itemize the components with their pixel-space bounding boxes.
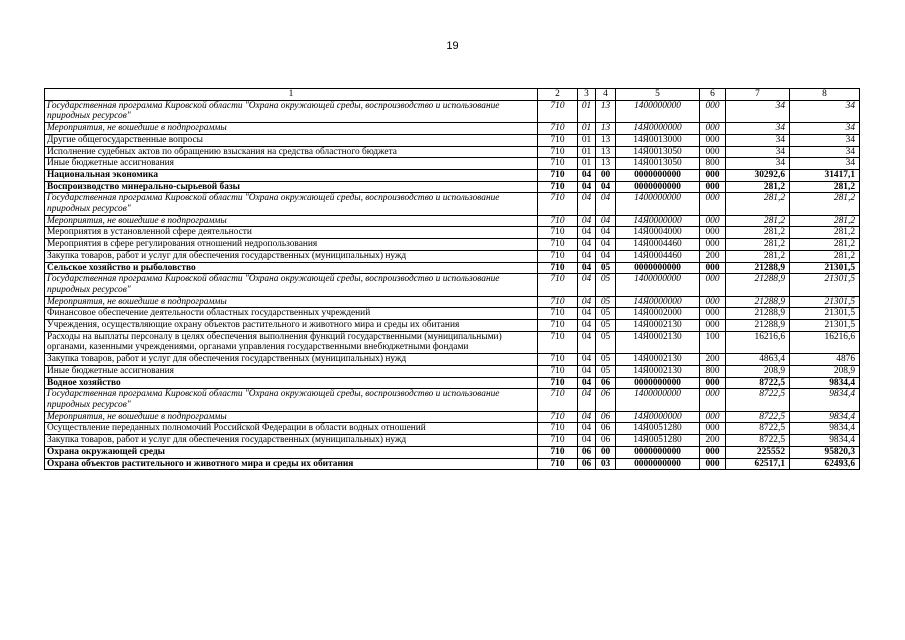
row-amount-year1-cell: 208,9: [726, 365, 790, 377]
row-section-cell: 04: [578, 239, 596, 251]
row-section-cell: 04: [578, 411, 596, 423]
row-admin-code-cell: 710: [538, 354, 578, 366]
row-target-article-cell: 14Я0013050: [616, 158, 700, 170]
row-amount-year1-cell: 225552: [726, 446, 790, 458]
row-subsection-cell: 05: [596, 354, 616, 366]
row-section-cell: 04: [578, 169, 596, 181]
row-target-article-cell: 0000000000: [616, 377, 700, 389]
row-subsection-cell: 13: [596, 134, 616, 146]
row-expense-type-cell: 800: [700, 158, 726, 170]
row-section-cell: 04: [578, 227, 596, 239]
row-target-article-cell: 14Я0000000: [616, 411, 700, 423]
row-section-cell: 01: [578, 100, 596, 122]
row-name-cell: Закупка товаров, работ и услуг для обеспечения государственных (муниципальных) нужд: [45, 250, 538, 262]
row-expense-type-cell: 100: [700, 331, 726, 353]
row-expense-type-cell: 000: [700, 239, 726, 251]
row-subsection-cell: 04: [596, 193, 616, 215]
row-target-article-cell: 0000000000: [616, 262, 700, 274]
table-row: [45, 227, 860, 239]
row-subsection-cell: 06: [596, 423, 616, 435]
row-amount-year1-cell: 21288,9: [726, 262, 790, 274]
row-target-article-cell: 14Я0051280: [616, 435, 700, 447]
table-row: [45, 250, 860, 262]
row-target-article-cell: 14Я0004460: [616, 250, 700, 262]
row-expense-type-cell: 000: [700, 262, 726, 274]
row-subsection-cell: 04: [596, 239, 616, 251]
row-admin-code-cell: 710: [538, 181, 578, 193]
row-name-cell: Закупка товаров, работ и услуг для обеспечения государственных (муниципальных) нужд: [45, 354, 538, 366]
row-subsection-cell: 13: [596, 146, 616, 158]
row-section-cell: 04: [578, 193, 596, 215]
row-section-cell: 04: [578, 354, 596, 366]
row-amount-year2-cell: 281,2: [790, 250, 860, 262]
row-subsection-cell: 06: [596, 411, 616, 423]
row-expense-type-cell: 000: [700, 215, 726, 227]
row-target-article-cell: 14Я0000000: [616, 215, 700, 227]
row-amount-year2-cell: 281,2: [790, 239, 860, 251]
row-subsection-cell: 05: [596, 308, 616, 320]
row-section-cell: 01: [578, 158, 596, 170]
row-subsection-cell: 05: [596, 274, 616, 296]
table-row: [45, 446, 860, 458]
row-name-cell: Мероприятия, не вошедшие в подпрограммы: [45, 215, 538, 227]
row-name-cell: Мероприятия, не вошедшие в подпрограммы: [45, 123, 538, 135]
row-subsection-cell: 05: [596, 320, 616, 332]
row-amount-year1-cell: 34: [726, 146, 790, 158]
row-amount-year2-cell: 9834,4: [790, 435, 860, 447]
row-admin-code-cell: 710: [538, 193, 578, 215]
row-amount-year1-cell: 21288,9: [726, 308, 790, 320]
row-admin-code-cell: 710: [538, 435, 578, 447]
row-admin-code-cell: 710: [538, 239, 578, 251]
table-row: [45, 389, 860, 411]
row-admin-code-cell: 710: [538, 262, 578, 274]
table-body: [45, 100, 860, 470]
row-amount-year2-cell: 281,2: [790, 227, 860, 239]
table-row: [45, 435, 860, 447]
row-name-cell: Финансовое обеспечение деятельности областных государственных учреждений: [45, 308, 538, 320]
row-admin-code-cell: 710: [538, 458, 578, 470]
header-cell: 3: [578, 89, 596, 101]
table-row: [45, 274, 860, 296]
row-admin-code-cell: 710: [538, 274, 578, 296]
row-amount-year1-cell: 34: [726, 123, 790, 135]
row-section-cell: 04: [578, 423, 596, 435]
row-name-cell: Иные бюджетные ассигнования: [45, 365, 538, 377]
row-amount-year1-cell: 8722,5: [726, 377, 790, 389]
row-subsection-cell: 06: [596, 435, 616, 447]
row-section-cell: 04: [578, 389, 596, 411]
row-amount-year2-cell: 9834,4: [790, 389, 860, 411]
row-section-cell: 04: [578, 181, 596, 193]
row-name-cell: Мероприятия, не вошедшие в подпрограммы: [45, 296, 538, 308]
row-amount-year1-cell: 281,2: [726, 181, 790, 193]
row-target-article-cell: 1400000000: [616, 193, 700, 215]
row-section-cell: 04: [578, 262, 596, 274]
page-number: 19: [446, 40, 459, 52]
row-name-cell: Мероприятия в установленной сфере деятельности: [45, 227, 538, 239]
row-target-article-cell: 1400000000: [616, 389, 700, 411]
table-row: [45, 193, 860, 215]
row-target-article-cell: 14Я0013000: [616, 134, 700, 146]
row-amount-year2-cell: 95820,3: [790, 446, 860, 458]
table-row: [45, 262, 860, 274]
row-admin-code-cell: 710: [538, 123, 578, 135]
row-target-article-cell: 14Я0051280: [616, 423, 700, 435]
table-row: [45, 100, 860, 122]
row-subsection-cell: 04: [596, 181, 616, 193]
row-section-cell: 04: [578, 365, 596, 377]
row-admin-code-cell: 710: [538, 146, 578, 158]
row-section-cell: 06: [578, 458, 596, 470]
row-expense-type-cell: 000: [700, 134, 726, 146]
table-row: [45, 320, 860, 332]
row-amount-year2-cell: 281,2: [790, 193, 860, 215]
row-subsection-cell: 00: [596, 446, 616, 458]
row-expense-type-cell: 000: [700, 227, 726, 239]
header-cell: 8: [790, 89, 860, 101]
row-amount-year2-cell: 21301,5: [790, 274, 860, 296]
row-amount-year2-cell: 9834,4: [790, 411, 860, 423]
row-amount-year1-cell: 62517,1: [726, 458, 790, 470]
row-target-article-cell: 0000000000: [616, 446, 700, 458]
row-subsection-cell: 03: [596, 458, 616, 470]
row-target-article-cell: 14Я0004000: [616, 227, 700, 239]
row-amount-year1-cell: 281,2: [726, 227, 790, 239]
header-cell: 7: [726, 89, 790, 101]
row-amount-year1-cell: 281,2: [726, 239, 790, 251]
row-expense-type-cell: 000: [700, 377, 726, 389]
row-section-cell: 04: [578, 296, 596, 308]
row-amount-year2-cell: 281,2: [790, 181, 860, 193]
row-section-cell: 04: [578, 274, 596, 296]
row-subsection-cell: 13: [596, 123, 616, 135]
row-expense-type-cell: 800: [700, 365, 726, 377]
row-target-article-cell: 14Я0004460: [616, 239, 700, 251]
row-expense-type-cell: 000: [700, 458, 726, 470]
row-amount-year1-cell: 281,2: [726, 193, 790, 215]
table-row: [45, 146, 860, 158]
row-expense-type-cell: 000: [700, 169, 726, 181]
row-section-cell: 04: [578, 250, 596, 262]
row-target-article-cell: 0000000000: [616, 458, 700, 470]
row-section-cell: 06: [578, 446, 596, 458]
table-row: [45, 215, 860, 227]
row-target-article-cell: 1400000000: [616, 100, 700, 122]
row-expense-type-cell: 000: [700, 123, 726, 135]
row-amount-year1-cell: 30292,6: [726, 169, 790, 181]
row-admin-code-cell: 710: [538, 215, 578, 227]
row-target-article-cell: 14Я0013050: [616, 146, 700, 158]
row-amount-year2-cell: 16216,6: [790, 331, 860, 353]
row-subsection-cell: 13: [596, 158, 616, 170]
row-expense-type-cell: 000: [700, 423, 726, 435]
row-name-cell: Мероприятия, не вошедшие в подпрограммы: [45, 411, 538, 423]
row-section-cell: 04: [578, 215, 596, 227]
row-admin-code-cell: 710: [538, 411, 578, 423]
row-expense-type-cell: 000: [700, 296, 726, 308]
row-section-cell: 01: [578, 123, 596, 135]
row-name-cell: Государственная программа Кировской области "Охрана окружающей среды, воспроизводство и использование природных ресурсов": [45, 274, 538, 296]
row-admin-code-cell: 710: [538, 308, 578, 320]
row-admin-code-cell: 710: [538, 100, 578, 122]
table-row: [45, 458, 860, 470]
row-section-cell: 04: [578, 377, 596, 389]
row-amount-year2-cell: 34: [790, 146, 860, 158]
row-amount-year1-cell: 21288,9: [726, 320, 790, 332]
row-section-cell: 01: [578, 146, 596, 158]
row-target-article-cell: 14Я0002130: [616, 320, 700, 332]
row-target-article-cell: 1400000000: [616, 274, 700, 296]
row-amount-year2-cell: 34: [790, 158, 860, 170]
table-row: [45, 331, 860, 353]
header-cell: 1: [45, 89, 538, 101]
table-row: [45, 134, 860, 146]
row-subsection-cell: 00: [596, 169, 616, 181]
header-cell: 4: [596, 89, 616, 101]
row-target-article-cell: 0000000000: [616, 169, 700, 181]
row-amount-year2-cell: 9834,4: [790, 423, 860, 435]
row-expense-type-cell: 000: [700, 308, 726, 320]
row-section-cell: 04: [578, 435, 596, 447]
row-name-cell: Исполнение судебных актов по обращению взыскания на средства областного бюджета: [45, 146, 538, 158]
row-amount-year1-cell: 16216,6: [726, 331, 790, 353]
row-admin-code-cell: 710: [538, 227, 578, 239]
row-target-article-cell: 0000000000: [616, 181, 700, 193]
budget-table: [44, 88, 860, 470]
row-subsection-cell: 04: [596, 250, 616, 262]
row-name-cell: Расходы на выплаты персоналу в целях обеспечения выполнения функций государственными (муниципальными) органами, казенными учреждениями, органами управления государственными внебюджетными фондами: [45, 331, 538, 353]
row-admin-code-cell: 710: [538, 389, 578, 411]
header-cell: 6: [700, 89, 726, 101]
row-amount-year1-cell: 8722,5: [726, 389, 790, 411]
row-amount-year1-cell: 34: [726, 158, 790, 170]
row-amount-year2-cell: 4876: [790, 354, 860, 366]
row-admin-code-cell: 710: [538, 446, 578, 458]
row-name-cell: Водное хозяйство: [45, 377, 538, 389]
row-target-article-cell: 14Я0000000: [616, 296, 700, 308]
row-target-article-cell: 14Я0002130: [616, 331, 700, 353]
header-cell: 5: [616, 89, 700, 101]
row-admin-code-cell: 710: [538, 320, 578, 332]
row-target-article-cell: 14Я0002130: [616, 354, 700, 366]
row-expense-type-cell: 000: [700, 193, 726, 215]
row-subsection-cell: 05: [596, 262, 616, 274]
row-amount-year2-cell: 281,2: [790, 215, 860, 227]
row-name-cell: Государственная программа Кировской области "Охрана окружающей среды, воспроизводство и использование природных ресурсов": [45, 193, 538, 215]
row-name-cell: Воспроизводство минерально-сырьевой базы: [45, 181, 538, 193]
row-target-article-cell: 14Я0002130: [616, 365, 700, 377]
row-amount-year1-cell: 8722,5: [726, 423, 790, 435]
row-admin-code-cell: 710: [538, 158, 578, 170]
table-row: [45, 296, 860, 308]
row-amount-year1-cell: 34: [726, 134, 790, 146]
row-admin-code-cell: 710: [538, 377, 578, 389]
row-amount-year2-cell: 34: [790, 134, 860, 146]
row-name-cell: Охрана окружающей среды: [45, 446, 538, 458]
table-row: [45, 377, 860, 389]
row-subsection-cell: 04: [596, 215, 616, 227]
table-row: [45, 354, 860, 366]
row-target-article-cell: 14Я0000000: [616, 123, 700, 135]
row-subsection-cell: 06: [596, 377, 616, 389]
row-amount-year2-cell: 21301,5: [790, 262, 860, 274]
row-expense-type-cell: 200: [700, 354, 726, 366]
row-name-cell: Мероприятия в сфере регулирования отношений недропользования: [45, 239, 538, 251]
row-amount-year1-cell: 8722,5: [726, 411, 790, 423]
row-amount-year1-cell: 281,2: [726, 215, 790, 227]
row-section-cell: 04: [578, 308, 596, 320]
row-amount-year2-cell: 208,9: [790, 365, 860, 377]
table-row: [45, 365, 860, 377]
row-amount-year1-cell: 4863,4: [726, 354, 790, 366]
row-amount-year1-cell: 8722,5: [726, 435, 790, 447]
row-admin-code-cell: 710: [538, 134, 578, 146]
table-row: [45, 123, 860, 135]
header-cell: 2: [538, 89, 578, 101]
row-amount-year2-cell: 21301,5: [790, 308, 860, 320]
row-amount-year2-cell: 62493,6: [790, 458, 860, 470]
table-header-row: [45, 89, 860, 101]
row-subsection-cell: 05: [596, 365, 616, 377]
table-row: [45, 308, 860, 320]
row-target-article-cell: 14Я0002000: [616, 308, 700, 320]
row-admin-code-cell: 710: [538, 365, 578, 377]
row-expense-type-cell: 000: [700, 100, 726, 122]
row-subsection-cell: 04: [596, 227, 616, 239]
row-section-cell: 01: [578, 134, 596, 146]
row-admin-code-cell: 710: [538, 169, 578, 181]
row-expense-type-cell: 000: [700, 146, 726, 158]
row-section-cell: 04: [578, 320, 596, 332]
row-admin-code-cell: 710: [538, 250, 578, 262]
row-name-cell: Государственная программа Кировской области "Охрана окружающей среды, воспроизводство и использование природных ресурсов": [45, 100, 538, 122]
row-amount-year2-cell: 34: [790, 123, 860, 135]
row-admin-code-cell: 710: [538, 331, 578, 353]
table-row: [45, 239, 860, 251]
row-name-cell: Другие общегосударственные вопросы: [45, 134, 538, 146]
row-amount-year1-cell: 21288,9: [726, 296, 790, 308]
row-name-cell: Учреждения, осуществляющие охрану объектов растительного и животного мира и среды их обитания: [45, 320, 538, 332]
table-row: [45, 411, 860, 423]
row-expense-type-cell: 000: [700, 389, 726, 411]
row-subsection-cell: 13: [596, 100, 616, 122]
row-name-cell: Сельское хозяйство и рыболовство: [45, 262, 538, 274]
row-subsection-cell: 06: [596, 389, 616, 411]
row-name-cell: Осуществление переданных полномочий Российской Федерации в области водных отношений: [45, 423, 538, 435]
row-name-cell: Закупка товаров, работ и услуг для обеспечения государственных (муниципальных) нужд: [45, 435, 538, 447]
row-amount-year2-cell: 21301,5: [790, 320, 860, 332]
row-amount-year2-cell: 21301,5: [790, 296, 860, 308]
table-row: [45, 158, 860, 170]
row-expense-type-cell: 200: [700, 250, 726, 262]
row-expense-type-cell: 000: [700, 320, 726, 332]
row-subsection-cell: 05: [596, 296, 616, 308]
row-name-cell: Государственная программа Кировской области "Охрана окружающей среды, воспроизводство и использование природных ресурсов": [45, 389, 538, 411]
row-expense-type-cell: 000: [700, 274, 726, 296]
row-expense-type-cell: 000: [700, 181, 726, 193]
table-row: [45, 423, 860, 435]
row-admin-code-cell: 710: [538, 296, 578, 308]
row-name-cell: Иные бюджетные ассигнования: [45, 158, 538, 170]
row-amount-year1-cell: 21288,9: [726, 274, 790, 296]
row-name-cell: Национальная экономика: [45, 169, 538, 181]
row-amount-year2-cell: 9834,4: [790, 377, 860, 389]
row-expense-type-cell: 000: [700, 411, 726, 423]
row-subsection-cell: 05: [596, 331, 616, 353]
row-amount-year1-cell: 281,2: [726, 250, 790, 262]
row-admin-code-cell: 710: [538, 423, 578, 435]
row-expense-type-cell: 000: [700, 446, 726, 458]
row-section-cell: 04: [578, 331, 596, 353]
row-amount-year1-cell: 34: [726, 100, 790, 122]
row-name-cell: Охрана объектов растительного и животного мира и среды их обитания: [45, 458, 538, 470]
table-row: [45, 181, 860, 193]
row-amount-year2-cell: 31417,1: [790, 169, 860, 181]
row-expense-type-cell: 200: [700, 435, 726, 447]
row-amount-year2-cell: 34: [790, 100, 860, 122]
table-row: [45, 169, 860, 181]
